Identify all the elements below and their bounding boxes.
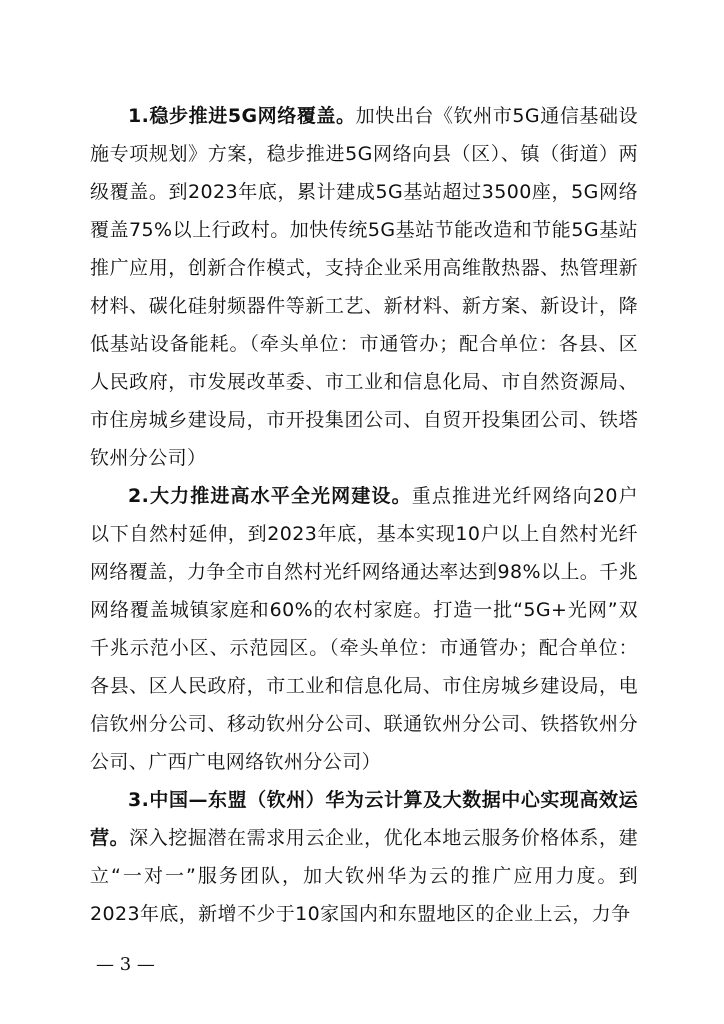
paragraph-2-heading: 大力推进高水平全光网建设。 (149, 485, 412, 507)
paragraph-2-number: 2. (128, 485, 150, 507)
paragraph-3 (90, 781, 638, 933)
paragraph-3-body: 深入挖掘潜在需求用云企业，优化本地云服务价格体系，建立“一对一”服务团队，加大钦州华为云的推广应用力度。到2023年底，新增不少于10家国内和东盟地区的企业上云，力争 (90, 827, 638, 925)
page-number: — 3 — (96, 954, 155, 975)
paragraph-3-heading: 中国—东盟（钦州）华为云计算及大数据中心实现高效运营。 (90, 789, 638, 849)
paragraph-1-number: 1. (128, 105, 150, 127)
paragraph-1-body: 加快出台《钦州市5G通信基础设施专项规划》方案，稳步推进5G网络向县（区）、镇（街道）两级覆盖。到2023年底，累计建成5G基站超过3500座，5G网络覆盖75%以上行政村。加快传统5G基站节能改造和节能5G基站推广应用，创新合作模式，支持企业采用高维散热器、热管理新材料、碳化硅射频器件等新工艺、新材料、新方案、新设计，降低基站设备能耗。（牵头单位：市通管办；配合单位：各县、区人民政府，市发展改革委、市工业和信息化局、市自然资源局、市住房城乡建设局，市开投集团公司、自贸开投集团公司、铁塔钦州分公司） (90, 105, 639, 469)
paragraph-2-body: 重点推进光纤网络向20户以下自然村延伸，到2023年底，基本实现10户以上自然村光纤网络覆盖，力争全市自然村光纤网络通达率达到98%以上。千兆网络覆盖城镇家庭和60%的农村家庭。打造一批“5G+光网”双千兆示范小区、示范园区。（牵头单位：市通管办；配合单位：各县、区人民政府，市工业和信息化局、市住房城乡建设局，电信钦州分公司、移动钦州分公司、联通钦州分公司、铁搭钦州分公司、广西广电网络钦州分公司） (90, 485, 638, 773)
paragraph-2 (90, 477, 638, 781)
paragraph-3-number: 3. (128, 789, 150, 811)
paragraph-1-heading: 稳步推进5G网络覆盖。 (149, 105, 356, 127)
document-body (90, 97, 638, 933)
paragraph-1 (90, 97, 638, 477)
